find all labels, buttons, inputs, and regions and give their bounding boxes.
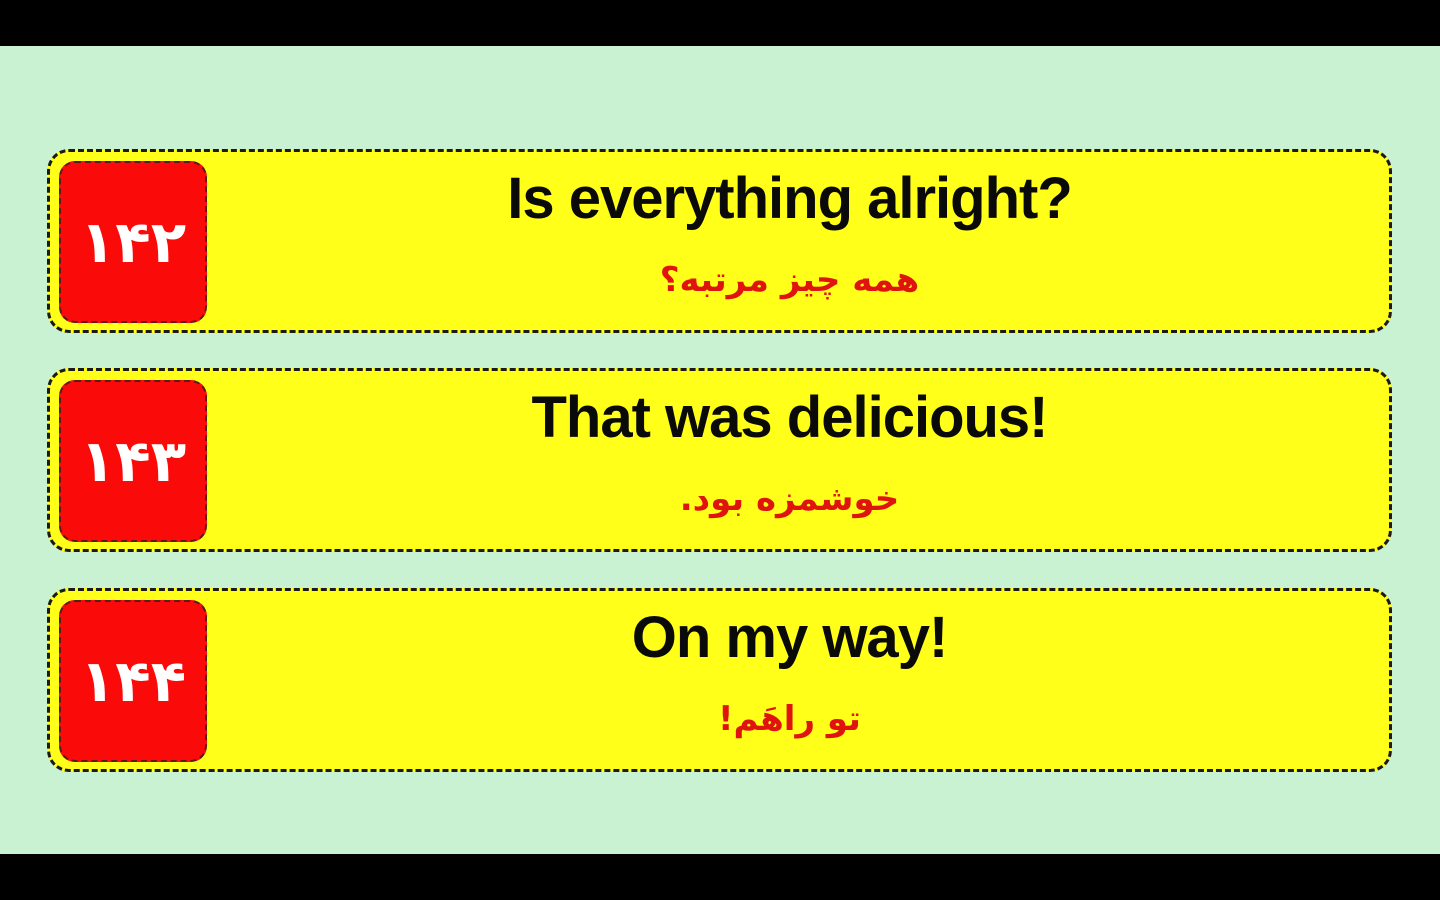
letterbox-bottom: [0, 854, 1440, 900]
phrase-number-badge: ۱۴۴: [59, 600, 207, 762]
phrase-number-badge: ۱۴۲: [59, 161, 207, 323]
english-phrase: That was delicious!: [531, 385, 1048, 450]
persian-translation: همه چیز مرتبه؟: [659, 260, 920, 300]
phrase-slide: [0, 46, 1440, 854]
phrase-card: [47, 588, 1392, 772]
phrase-card: [47, 149, 1392, 333]
letterbox-top: [0, 0, 1440, 46]
phrase-number-badge: ۱۴۳: [59, 380, 207, 542]
english-phrase: Is everything alright?: [507, 166, 1072, 231]
phrase-card: [47, 368, 1392, 552]
persian-translation: تو راهَم!: [718, 699, 861, 739]
english-phrase: On my way!: [631, 605, 948, 670]
persian-translation: خوشمزه بود.: [679, 479, 900, 519]
